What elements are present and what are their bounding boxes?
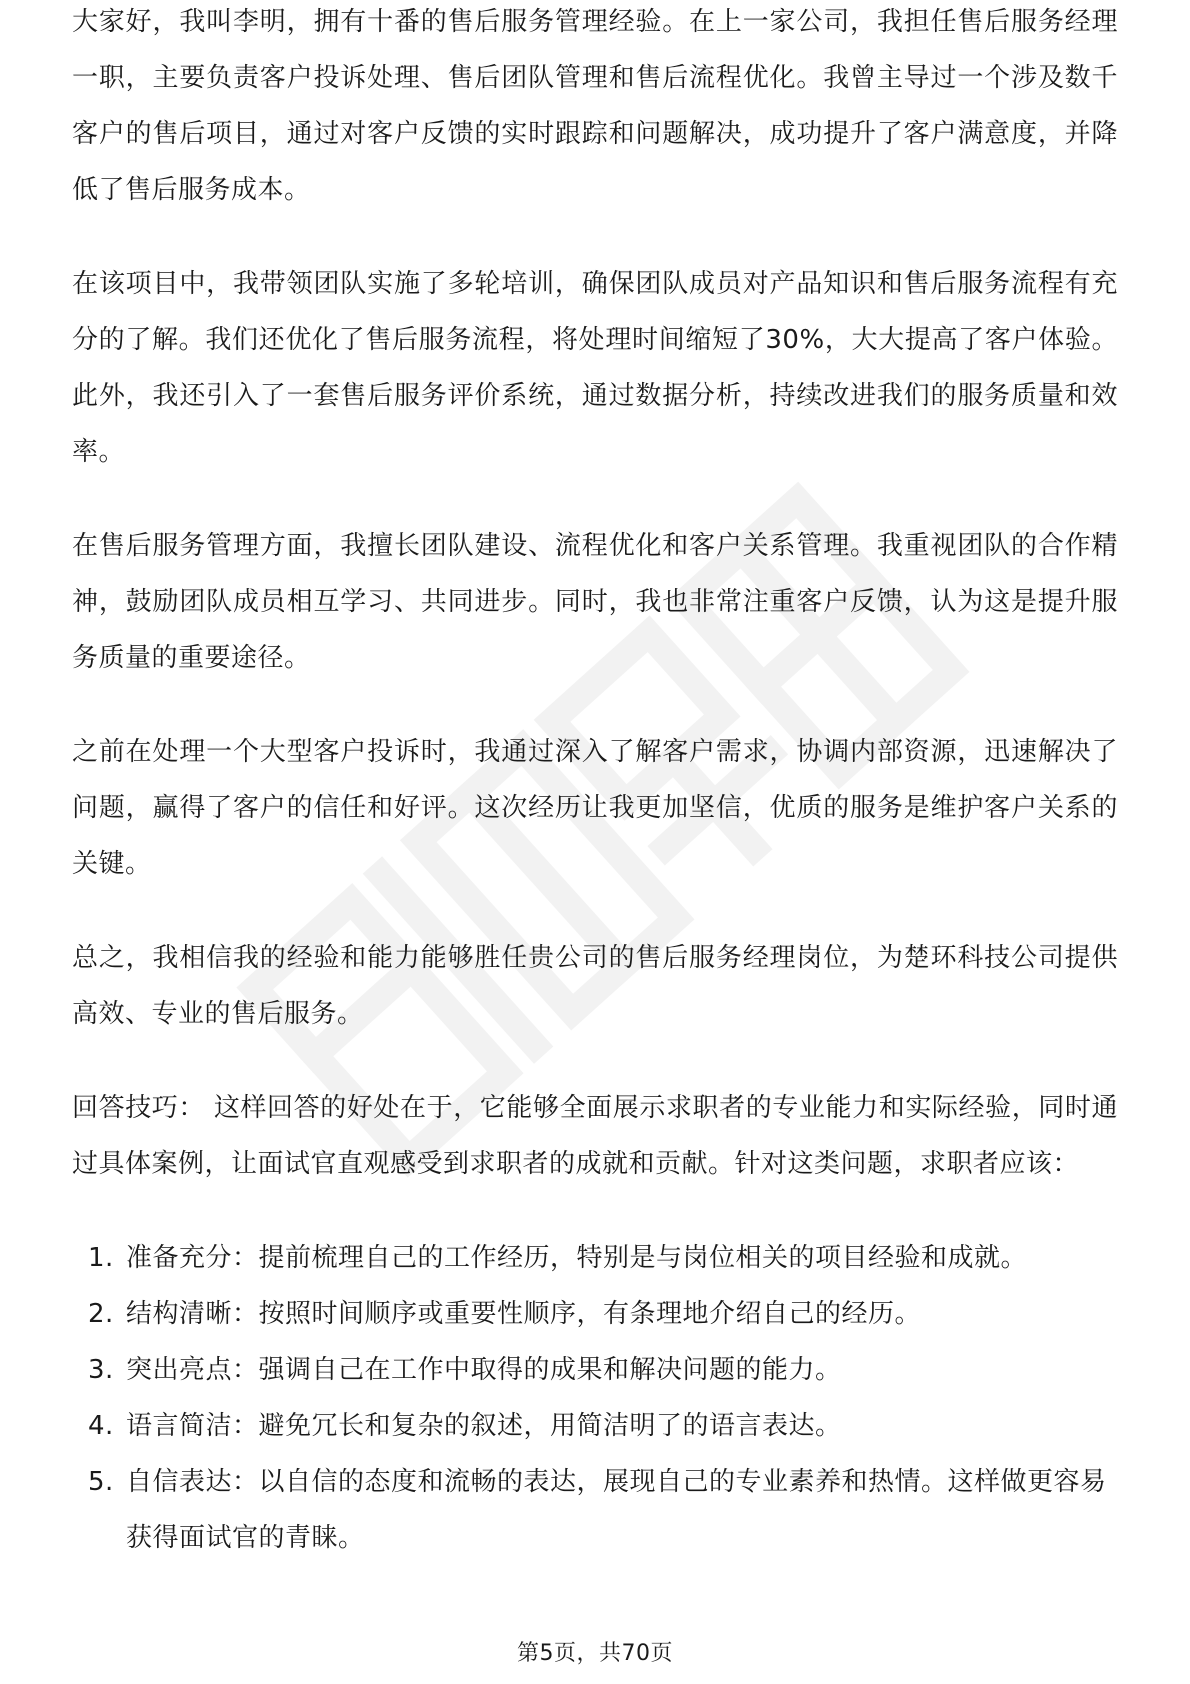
list-number: 2. (88, 1299, 114, 1329)
skills-paragraph: 在售后服务管理方面，我擅长团队建设、流程优化和客户关系管理。我重视团队的合作精神，鼓励团队成员相互学习、共同进步。同时，我也非常注重客户反馈，认为这是提升服务质量的重要途径。 (72, 531, 1118, 673)
summary-paragraph: 总之，我相信我的经验和能力能够胜任贵公司的售后服务经理岗位，为楚环科技公司提供高效、专业的售后服务。 (72, 943, 1118, 1029)
experience-paragraph: 之前在处理一个大型客户投诉时，我通过深入了解客户需求，协调内部资源，迅速解决了问题，赢得了客户的信任和好评。这次经历让我更加坚信，优质的服务是维护客户关系的关键。 (72, 737, 1118, 879)
list-item (72, 1454, 1118, 1566)
list-number: 3. (88, 1355, 114, 1385)
list-item (72, 1286, 1118, 1342)
list-item (72, 1230, 1118, 1286)
tips-intro-paragraph: 回答技巧： 这样回答的好处在于，它能够全面展示求职者的专业能力和实际经验，同时通过具体案例，让面试官直观感受到求职者的成就和贡献。针对这类问题，求职者应该： (72, 1093, 1118, 1179)
document-body (72, 7, 1118, 1566)
list-number: 5. (88, 1467, 114, 1497)
list-item (72, 1398, 1118, 1454)
list-text: 语言简洁：避免冗长和复杂的叙述，用简洁明了的语言表达。 (126, 1411, 842, 1441)
page-footer: 第5页，共70页 (517, 1641, 673, 1666)
list-item (72, 1342, 1118, 1398)
list-number: 4. (88, 1411, 114, 1441)
list-text: 结构清晰：按照时间顺序或重要性顺序，有条理地介绍自己的经历。 (126, 1299, 922, 1329)
list-text: 突出亮点：强调自己在工作中取得的成果和解决问题的能力。 (126, 1355, 842, 1385)
intro-paragraph: 大家好，我叫李明，拥有十番的售后服务管理经验。在上一家公司，我担任售后服务经理一职，主要负责客户投诉处理、售后团队管理和售后流程优化。我曾主导过一个涉及数千客户的售后项目，通过对客户反馈的实时跟踪和问题解决，成功提升了客户满意度，并降低了售后服务成本。 (72, 7, 1118, 205)
tips-list (72, 1230, 1118, 1566)
list-text: 自信表达：以自信的态度和流畅的表达，展现自己的专业素养和热情。这样做更容易获得面试官的青睐。 (126, 1467, 1107, 1553)
list-text: 准备充分：提前梳理自己的工作经历，特别是与岗位相关的项目经验和成就。 (126, 1243, 1028, 1273)
list-number: 1. (88, 1243, 114, 1273)
project-paragraph: 在该项目中，我带领团队实施了多轮培训，确保团队成员对产品知识和售后服务流程有充分的了解。我们还优化了售后服务流程，将处理时间缩短了30%，大大提高了客户体验。此外，我还引入了一套售后服务评价系统，通过数据分析，持续改进我们的服务质量和效率。 (72, 269, 1118, 467)
